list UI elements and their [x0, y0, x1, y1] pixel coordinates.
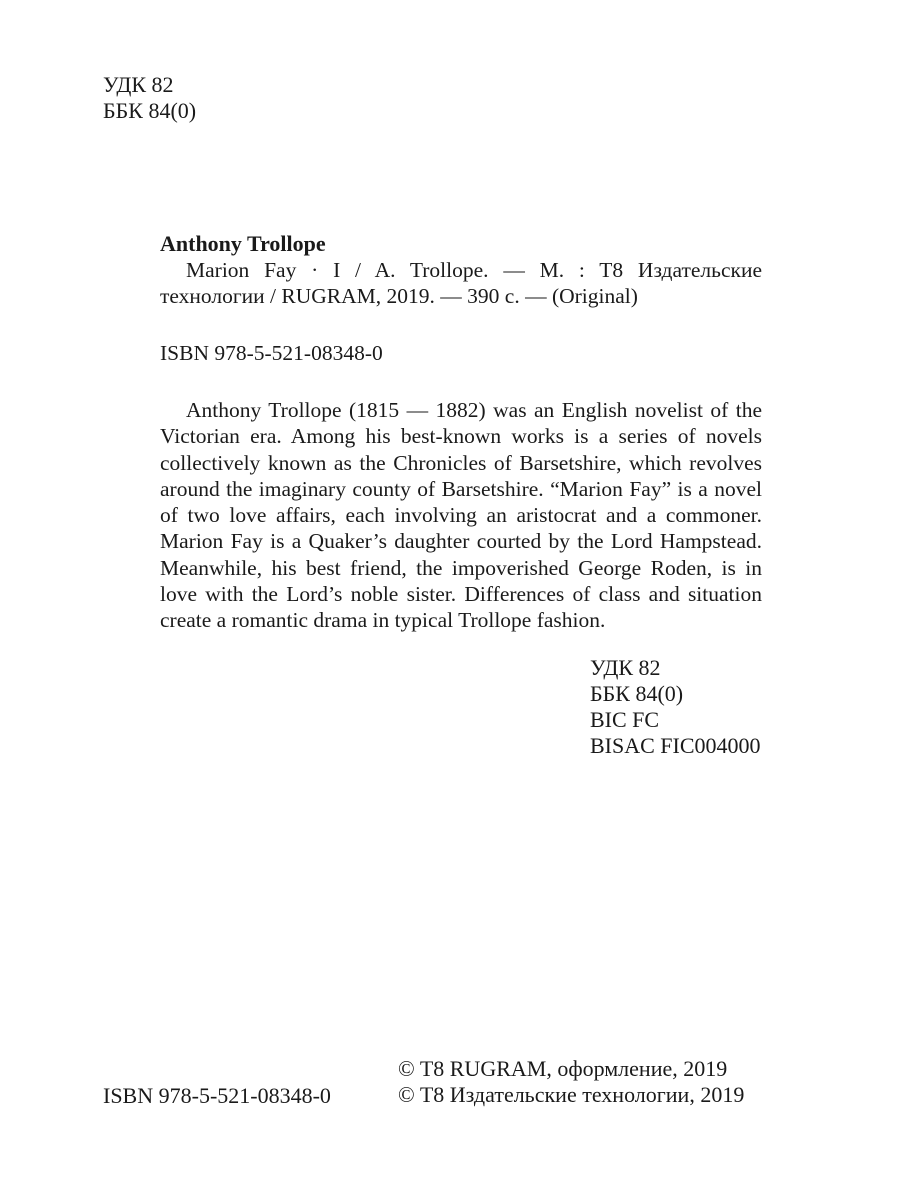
copyright-notices [398, 1056, 744, 1108]
bibliographic-entry: Marion Fay · I / A. Trollope. — M. : T8 Издательские технологии / RUGRAM, 2019. — 390 c. — (Original) [160, 258, 762, 308]
author-name: Anthony Trollope [160, 231, 326, 256]
copyright-line-publisher: © T8 Издательские технологии, 2019 [398, 1082, 745, 1107]
classification-codes [590, 655, 761, 759]
isbn-footer: ISBN 978-5-521-08348-0 [103, 1083, 331, 1108]
udk-code: УДК 82 [103, 72, 174, 97]
udk-code-bottom: УДК 82 [590, 655, 661, 680]
bisac-code: BISAC FIC004000 [590, 733, 761, 758]
top-classification-codes [103, 72, 196, 124]
book-description: Anthony Trollope (1815 — 1882) was an English novelist of the Victorian era. Among his best-known works is a series of novels collectively known as the Chronicles of Barsetshire, which revolves around the imaginary county of Barsetshire. “Marion Fay” is a novel of two love affairs, each involving an aristocrat and a commoner. Marion Fay is a Quaker’s daughter courted by the Lord Hampstead. Meanwhile, his best friend, the impoverished George Roden, is in love with the Lord’s noble sister. Differences of class and situation create a romantic drama in typical Trollope fashion. [160, 398, 762, 633]
bbk-code-bottom: ББК 84(0) [590, 681, 684, 706]
copyright-line-rugram: © T8 RUGRAM, оформление, 2019 [398, 1056, 728, 1081]
bic-code: BIC FC [590, 707, 660, 732]
bbk-code: ББК 84(0) [103, 98, 197, 123]
isbn-number: ISBN 978-5-521-08348-0 [160, 341, 383, 365]
main-record [160, 231, 762, 634]
